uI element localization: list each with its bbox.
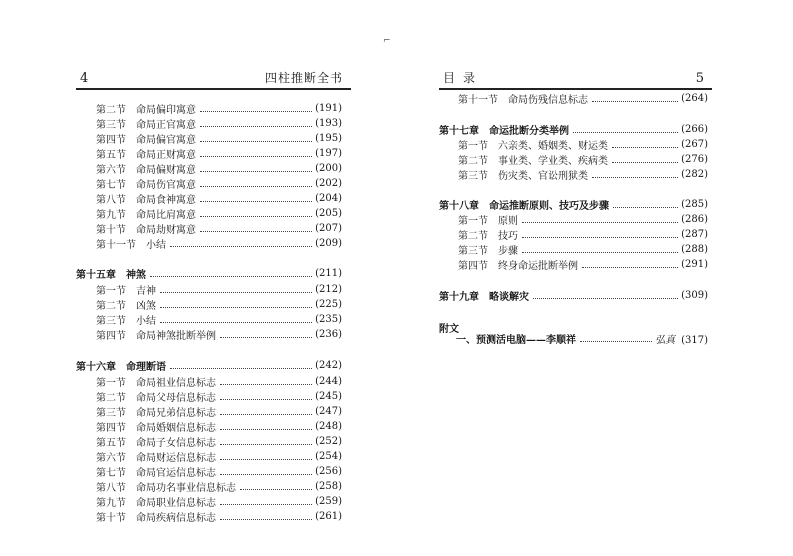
entry-title: 伤灾类、官讼刑狱类 xyxy=(498,170,588,182)
entry-page: (248) xyxy=(315,420,342,432)
toc-section-entry[interactable] xyxy=(458,211,708,227)
entry-page: (204) xyxy=(315,192,342,204)
entry-title: 凶煞 xyxy=(136,300,156,312)
entry-number: 第八节 xyxy=(96,194,126,206)
entry-number: 第九节 xyxy=(96,209,126,221)
entry-page: (247) xyxy=(315,405,342,417)
entry-title: 命局伤残信息标志 xyxy=(508,94,588,106)
entry-title: 技巧 xyxy=(498,230,518,242)
entry-title: 命局祖业信息标志 xyxy=(136,377,216,389)
page-number: 5 xyxy=(695,71,704,86)
entry-number: 第三节 xyxy=(458,245,488,257)
entry-number: 第六节 xyxy=(96,164,126,176)
entry-title: 小结 xyxy=(146,239,166,251)
leader-dots xyxy=(582,267,678,268)
entry-title: 一、预测活电脑——李顺祥 xyxy=(456,334,576,346)
entry-page: (256) xyxy=(315,465,342,477)
running-title: 目录 xyxy=(443,71,484,85)
toc-section-entry[interactable] xyxy=(96,130,342,146)
entry-number: 第十五章 xyxy=(76,269,116,281)
toc-section-entry[interactable] xyxy=(458,136,708,152)
toc-chapter-entry[interactable] xyxy=(76,357,342,373)
entry-number: 第二节 xyxy=(96,300,126,312)
leader-dots xyxy=(533,298,678,299)
entry-page: (288) xyxy=(681,243,708,255)
toc-section-entry[interactable] xyxy=(96,281,342,297)
toc-chapter-entry[interactable] xyxy=(76,265,342,281)
leader-dots xyxy=(522,252,678,253)
leader-dots xyxy=(160,292,312,293)
entry-number: 第七节 xyxy=(96,467,126,479)
gutter-mark: ⌐ xyxy=(383,36,391,46)
entry-page: (244) xyxy=(315,375,342,387)
entry-number: 第一节 xyxy=(458,215,488,227)
entry-title: 命局劫财寓意 xyxy=(136,224,196,236)
entry-title: 命局比肩寓意 xyxy=(136,209,196,221)
toc-section-entry[interactable] xyxy=(96,326,342,342)
leader-dots xyxy=(200,141,312,142)
leader-dots xyxy=(200,216,312,217)
entry-number: 第三节 xyxy=(96,119,126,131)
entry-title: 命局婚姻信息标志 xyxy=(136,422,216,434)
entry-page: (287) xyxy=(681,228,708,240)
entry-number: 第十七章 xyxy=(439,125,479,137)
leader-dots xyxy=(220,414,312,415)
leader-dots xyxy=(580,341,652,342)
entry-page: (259) xyxy=(315,495,342,507)
entry-page: (282) xyxy=(681,168,708,180)
leader-dots xyxy=(220,399,312,400)
entry-page: (245) xyxy=(315,390,342,402)
entry-page: (197) xyxy=(315,147,342,159)
leader-dots xyxy=(150,276,312,277)
toc-section-entry[interactable] xyxy=(96,235,342,251)
toc-section-entry[interactable] xyxy=(96,220,342,236)
leader-dots xyxy=(592,177,678,178)
leader-dots xyxy=(220,384,312,385)
entry-number: 第十一节 xyxy=(96,239,136,251)
entry-page: (264) xyxy=(681,92,708,104)
entry-page: (200) xyxy=(315,162,342,174)
leader-dots xyxy=(200,126,312,127)
entry-number: 第二节 xyxy=(96,392,126,404)
leader-dots xyxy=(200,186,312,187)
entry-title: 命局正官寓意 xyxy=(136,119,196,131)
entry-page: (317) xyxy=(681,334,708,346)
toc-section-entry[interactable] xyxy=(96,311,342,327)
entry-title: 命运批断分类举例 xyxy=(489,125,569,137)
toc-section-entry[interactable] xyxy=(96,115,342,131)
entry-page: (252) xyxy=(315,435,342,447)
toc-section-entry[interactable] xyxy=(96,433,342,449)
entry-page: (193) xyxy=(315,117,342,129)
leader-dots xyxy=(240,489,312,490)
entry-page: (276) xyxy=(681,153,708,165)
toc-section-entry[interactable] xyxy=(96,296,342,312)
entry-page: (261) xyxy=(315,510,342,522)
entry-page: (254) xyxy=(315,450,342,462)
leader-dots xyxy=(200,171,312,172)
entry-title: 事业类、学业类、疾病类 xyxy=(498,155,608,167)
entry-page: (212) xyxy=(315,283,342,295)
toc-section-entry[interactable] xyxy=(458,166,708,182)
entry-page: (202) xyxy=(315,177,342,189)
leader-dots xyxy=(612,147,678,148)
entry-number: 第六节 xyxy=(96,452,126,464)
entry-number: 第三节 xyxy=(458,170,488,182)
entry-number: 第十八章 xyxy=(439,200,479,212)
toc-section-entry[interactable] xyxy=(458,241,708,257)
entry-number: 第三节 xyxy=(96,407,126,419)
entry-page: (258) xyxy=(315,480,342,492)
entry-title: 命理断语 xyxy=(126,361,166,373)
toc-chapter-entry[interactable] xyxy=(439,196,708,212)
entry-title: 命局功名事业信息标志 xyxy=(136,482,236,494)
leader-dots xyxy=(200,201,312,202)
entry-page: (242) xyxy=(315,359,342,371)
entry-number: 第二节 xyxy=(458,155,488,167)
entry-page: (286) xyxy=(681,213,708,225)
entry-title: 略谈解灾 xyxy=(489,291,529,303)
leader-dots xyxy=(220,459,312,460)
entry-title: 步骤 xyxy=(498,245,518,257)
leader-dots xyxy=(170,246,312,247)
entry-title: 终身命运批断举例 xyxy=(498,260,578,272)
entry-title: 命局子女信息标志 xyxy=(136,437,216,449)
entry-title: 吉神 xyxy=(136,285,156,297)
entry-page: (266) xyxy=(681,123,708,135)
toc-section-entry[interactable] xyxy=(96,100,342,116)
entry-number: 第九节 xyxy=(96,497,126,509)
appendix-heading: 附文 xyxy=(439,324,459,335)
leader-dots xyxy=(220,519,312,520)
entry-title: 命局神煞批断举例 xyxy=(136,330,216,342)
leader-dots xyxy=(160,322,312,323)
toc-section-entry[interactable] xyxy=(96,145,342,161)
leader-dots xyxy=(573,132,678,133)
entry-page: (207) xyxy=(315,222,342,234)
leader-dots xyxy=(220,337,312,338)
entry-title: 命局偏官寓意 xyxy=(136,134,196,146)
leader-dots xyxy=(613,207,678,208)
entry-title: 命局财运信息标志 xyxy=(136,452,216,464)
entry-title: 命局职业信息标志 xyxy=(136,497,216,509)
entry-title: 命局伤官寓意 xyxy=(136,179,196,191)
entry-number: 第十节 xyxy=(96,224,126,236)
entry-title: 命局食神寓意 xyxy=(136,194,196,206)
entry-number: 第十九章 xyxy=(439,291,479,303)
leader-dots xyxy=(160,307,312,308)
entry-number: 第一节 xyxy=(96,285,126,297)
entry-title: 命局正财寓意 xyxy=(136,149,196,161)
entry-title: 命局偏印寓意 xyxy=(136,104,196,116)
leader-dots xyxy=(170,368,312,369)
entry-number: 第十节 xyxy=(96,512,126,524)
entry-title: 小结 xyxy=(136,315,156,327)
entry-number: 第四节 xyxy=(96,134,126,146)
leader-dots xyxy=(220,504,312,505)
entry-number: 第十六章 xyxy=(76,361,116,373)
entry-number: 第四节 xyxy=(96,422,126,434)
toc-section-entry[interactable] xyxy=(96,508,342,524)
entry-number: 第二节 xyxy=(96,104,126,116)
toc-section-entry[interactable] xyxy=(96,205,342,221)
entry-title: 神煞 xyxy=(126,269,146,281)
entry-number: 第四节 xyxy=(458,260,488,272)
leader-dots xyxy=(220,429,312,430)
entry-page: (225) xyxy=(315,298,342,310)
toc-section-entry[interactable] xyxy=(96,463,342,479)
entry-number: 第七节 xyxy=(96,179,126,191)
right-page-header xyxy=(439,70,712,90)
entry-page: (236) xyxy=(315,328,342,340)
toc-section-entry[interactable] xyxy=(458,90,708,106)
left-page xyxy=(0,0,396,556)
entry-number: 第四节 xyxy=(96,330,126,342)
entry-title: 命局偏财寓意 xyxy=(136,164,196,176)
toc-section-entry[interactable] xyxy=(96,160,342,176)
running-title: 四柱推断全书 xyxy=(264,71,343,85)
entry-number: 第二节 xyxy=(458,230,488,242)
toc-section-entry[interactable] xyxy=(96,403,342,419)
leader-dots xyxy=(592,101,678,102)
toc-section-entry[interactable] xyxy=(96,190,342,206)
toc-section-entry[interactable] xyxy=(458,256,708,272)
toc-section-entry[interactable] xyxy=(96,418,342,434)
entry-number: 第一节 xyxy=(96,377,126,389)
entry-author: 弘真 xyxy=(655,334,676,346)
leader-dots xyxy=(522,237,678,238)
entry-number: 第八节 xyxy=(96,482,126,494)
entry-number: 第五节 xyxy=(96,149,126,161)
right-page xyxy=(396,0,793,556)
appendix-entry[interactable] xyxy=(456,330,708,346)
entry-page: (267) xyxy=(681,138,708,150)
entry-title: 命局疾病信息标志 xyxy=(136,512,216,524)
leader-dots xyxy=(200,111,312,112)
entry-page: (309) xyxy=(681,289,708,301)
toc-section-entry[interactable] xyxy=(96,388,342,404)
toc-section-entry[interactable] xyxy=(96,448,342,464)
leader-dots xyxy=(200,231,312,232)
toc-chapter-entry[interactable] xyxy=(439,121,708,137)
toc-chapter-entry[interactable] xyxy=(439,287,708,303)
entry-page: (291) xyxy=(681,258,708,270)
leader-dots xyxy=(220,444,312,445)
toc-section-entry[interactable] xyxy=(458,226,708,242)
toc-section-entry[interactable] xyxy=(96,175,342,191)
left-page-header xyxy=(76,70,351,90)
entry-title: 六亲类、婚姻类、财运类 xyxy=(498,140,608,152)
entry-title: 命局兄弟信息标志 xyxy=(136,407,216,419)
entry-title: 原则 xyxy=(498,215,518,227)
toc-section-entry[interactable] xyxy=(96,478,342,494)
entry-page: (191) xyxy=(315,102,342,114)
leader-dots xyxy=(612,162,678,163)
toc-section-entry[interactable] xyxy=(458,151,708,167)
entry-number: 第三节 xyxy=(96,315,126,327)
entry-page: (195) xyxy=(315,132,342,144)
entry-page: (285) xyxy=(681,198,708,210)
entry-number: 第五节 xyxy=(96,437,126,449)
entry-page: (209) xyxy=(315,237,342,249)
leader-dots xyxy=(220,474,312,475)
page-number: 4 xyxy=(80,71,89,86)
entry-page: (211) xyxy=(315,267,342,279)
toc-section-entry[interactable] xyxy=(96,373,342,389)
entry-title: 命运推断原则、技巧及步骤 xyxy=(489,200,609,212)
entry-title: 命局父母信息标志 xyxy=(136,392,216,404)
entry-number: 第一节 xyxy=(458,140,488,152)
entry-number: 第十一节 xyxy=(458,94,498,106)
entry-title: 命局官运信息标志 xyxy=(136,467,216,479)
entry-page: (235) xyxy=(315,313,342,325)
toc-section-entry[interactable] xyxy=(96,493,342,509)
leader-dots xyxy=(200,156,312,157)
entry-page: (205) xyxy=(315,207,342,219)
leader-dots xyxy=(522,222,678,223)
